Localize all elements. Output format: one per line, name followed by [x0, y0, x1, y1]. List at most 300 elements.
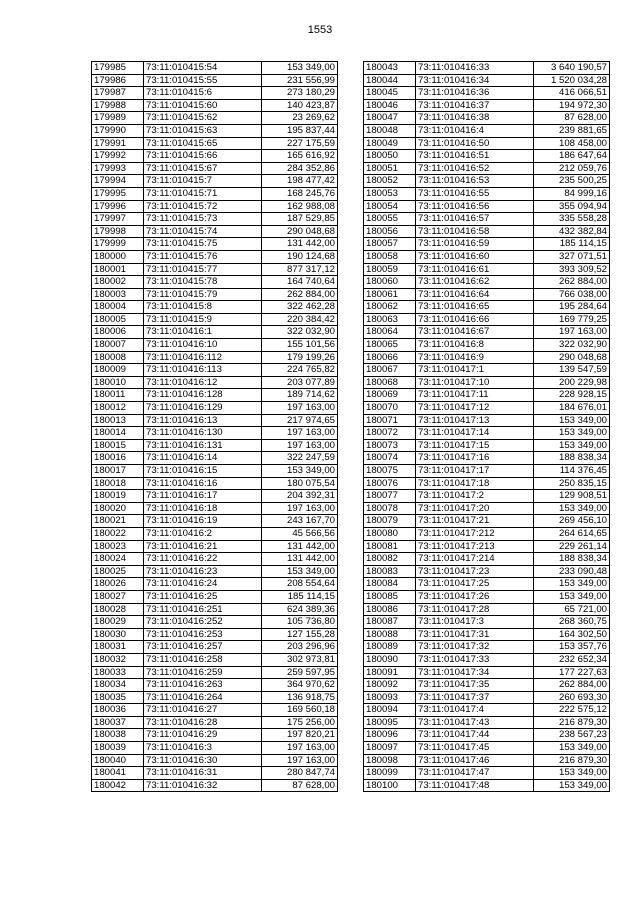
table-row	[92, 502, 338, 515]
row-number: 179991	[92, 137, 144, 150]
table-row	[364, 225, 610, 238]
cadastral-number: 73:11:010416:253	[144, 628, 262, 641]
cadastral-number: 73:11:010415:6	[144, 87, 262, 100]
cadastral-number: 73:11:010416:131	[144, 439, 262, 452]
cadastral-number: 73:11:010417:25	[416, 578, 534, 591]
row-number: 180067	[364, 364, 416, 377]
table-row	[364, 653, 610, 666]
cadastral-value: 197 820,21	[262, 729, 338, 742]
row-number: 180022	[92, 527, 144, 540]
row-number: 179986	[92, 74, 144, 87]
row-number: 180046	[364, 99, 416, 112]
row-number: 180061	[364, 288, 416, 301]
cadastral-value: 259 597,95	[262, 666, 338, 679]
row-number: 180064	[364, 326, 416, 339]
table-row	[364, 477, 610, 490]
row-number: 180043	[364, 62, 416, 75]
cadastral-number: 73:11:010416:18	[144, 502, 262, 515]
cadastral-value: 139 547,59	[534, 364, 610, 377]
table-row	[92, 62, 338, 75]
row-number: 180041	[92, 767, 144, 780]
cadastral-value: 260 693,30	[534, 691, 610, 704]
row-number: 180040	[92, 754, 144, 767]
cadastral-number: 73:11:010416:58	[416, 225, 534, 238]
table-row	[364, 276, 610, 289]
cadastral-value: 165 616,92	[262, 150, 338, 163]
cadastral-value: 184 676,01	[534, 402, 610, 415]
row-number: 180059	[364, 263, 416, 276]
table-row	[364, 339, 610, 352]
cadastral-number: 73:11:010416:128	[144, 389, 262, 402]
row-number: 179999	[92, 238, 144, 251]
row-number: 180000	[92, 250, 144, 263]
cadastral-number: 73:11:010416:62	[416, 276, 534, 289]
table-row	[92, 578, 338, 591]
cadastral-value: 45 566,56	[262, 527, 338, 540]
cadastral-number: 73:11:010417:3	[416, 616, 534, 629]
cadastral-number: 73:11:010415:8	[144, 301, 262, 314]
cadastral-number: 73:11:010416:17	[144, 490, 262, 503]
row-number: 180023	[92, 540, 144, 553]
cadastral-value: 220 384,42	[262, 313, 338, 326]
row-number: 180070	[364, 402, 416, 415]
cadastral-number: 73:11:010417:20	[416, 502, 534, 515]
cadastral-number: 73:11:010416:19	[144, 515, 262, 528]
cadastral-value: 197 163,00	[262, 502, 338, 515]
cadastral-value: 624 389,36	[262, 603, 338, 616]
cadastral-number: 73:11:010416:129	[144, 402, 262, 415]
cadastral-value: 327 071,51	[534, 250, 610, 263]
cadastral-value: 243 167,70	[262, 515, 338, 528]
cadastral-number: 73:11:010417:45	[416, 742, 534, 755]
table-row	[92, 490, 338, 503]
cadastral-number: 73:11:010415:60	[144, 99, 262, 112]
cadastral-number: 73:11:010415:71	[144, 187, 262, 200]
cadastral-number: 73:11:010415:75	[144, 238, 262, 251]
row-number: 180011	[92, 389, 144, 402]
cadastral-number: 73:11:010415:78	[144, 276, 262, 289]
cadastral-number: 73:11:010416:252	[144, 616, 262, 629]
table-row	[364, 301, 610, 314]
row-number: 180087	[364, 616, 416, 629]
cadastral-number: 73:11:010416:112	[144, 351, 262, 364]
cadastral-value: 355 094,94	[534, 200, 610, 213]
table-row	[364, 553, 610, 566]
table-row	[364, 402, 610, 415]
row-number: 180094	[364, 704, 416, 717]
cadastral-value: 195 837,44	[262, 124, 338, 137]
table-row	[92, 742, 338, 755]
row-number: 180060	[364, 276, 416, 289]
table-row	[92, 187, 338, 200]
table-row	[364, 540, 610, 553]
row-number: 180013	[92, 414, 144, 427]
row-number: 180028	[92, 603, 144, 616]
cadastral-number: 73:11:010416:3	[144, 742, 262, 755]
cadastral-value: 432 382,84	[534, 225, 610, 238]
cadastral-number: 73:11:010416:12	[144, 376, 262, 389]
table-row	[364, 376, 610, 389]
cadastral-number: 73:11:010416:14	[144, 452, 262, 465]
cadastral-number: 73:11:010416:34	[416, 74, 534, 87]
cadastral-value: 1 520 034,28	[534, 74, 610, 87]
cadastral-value: 3 640 190,57	[534, 62, 610, 75]
cadastral-number: 73:11:010416:21	[144, 540, 262, 553]
cadastral-value: 203 077,89	[262, 376, 338, 389]
table-row	[92, 439, 338, 452]
table-row	[92, 313, 338, 326]
table-row	[364, 452, 610, 465]
cadastral-value: 164 740,64	[262, 276, 338, 289]
table-row	[364, 490, 610, 503]
table-row	[92, 540, 338, 553]
left-cadastral-table	[91, 61, 338, 792]
table-row	[364, 641, 610, 654]
cadastral-value: 284 352,86	[262, 162, 338, 175]
cadastral-number: 73:11:010416:51	[416, 150, 534, 163]
row-number: 180048	[364, 124, 416, 137]
cadastral-value: 155 101,56	[262, 339, 338, 352]
table-row	[92, 515, 338, 528]
table-row	[92, 590, 338, 603]
cadastral-value: 185 114,15	[262, 590, 338, 603]
row-number: 180030	[92, 628, 144, 641]
cadastral-value: 153 349,00	[534, 779, 610, 792]
cadastral-number: 73:11:010417:28	[416, 603, 534, 616]
cadastral-number: 73:11:010416:13	[144, 414, 262, 427]
table-row	[364, 351, 610, 364]
cadastral-number: 73:11:010416:25	[144, 590, 262, 603]
row-number: 180074	[364, 452, 416, 465]
cadastral-value: 208 554,64	[262, 578, 338, 591]
cadastral-value: 204 392,31	[262, 490, 338, 503]
table-row	[92, 137, 338, 150]
cadastral-value: 232 652,34	[534, 653, 610, 666]
cadastral-number: 73:11:010417:2	[416, 490, 534, 503]
table-row	[364, 74, 610, 87]
cadastral-number: 73:11:010416:59	[416, 238, 534, 251]
table-row	[92, 238, 338, 251]
cadastral-number: 73:11:010416:16	[144, 477, 262, 490]
cadastral-number: 73:11:010416:2	[144, 527, 262, 540]
cadastral-value: 197 163,00	[262, 742, 338, 755]
cadastral-number: 73:11:010416:258	[144, 653, 262, 666]
cadastral-number: 73:11:010416:61	[416, 263, 534, 276]
cadastral-number: 73:11:010416:38	[416, 112, 534, 125]
cadastral-value: 153 349,00	[534, 590, 610, 603]
cadastral-value: 212 059,76	[534, 162, 610, 175]
row-number: 180066	[364, 351, 416, 364]
cadastral-value: 162 988,08	[262, 200, 338, 213]
row-number: 180076	[364, 477, 416, 490]
cadastral-number: 73:11:010417:21	[416, 515, 534, 528]
table-row	[92, 263, 338, 276]
row-number: 180085	[364, 590, 416, 603]
row-number: 180075	[364, 465, 416, 478]
cadastral-value: 197 163,00	[262, 402, 338, 415]
table-row	[364, 112, 610, 125]
table-row	[92, 427, 338, 440]
table-row	[364, 754, 610, 767]
row-number: 179988	[92, 99, 144, 112]
row-number: 180003	[92, 288, 144, 301]
cadastral-value: 180 075,54	[262, 477, 338, 490]
row-number: 180017	[92, 465, 144, 478]
row-number: 180069	[364, 389, 416, 402]
row-number: 179985	[92, 62, 144, 75]
cadastral-value: 153 349,00	[534, 439, 610, 452]
table-row	[92, 628, 338, 641]
cadastral-value: 393 309,52	[534, 263, 610, 276]
cadastral-number: 73:11:010417:48	[416, 779, 534, 792]
cadastral-number: 73:11:010417:44	[416, 729, 534, 742]
table-row	[92, 527, 338, 540]
cadastral-number: 73:11:010415:66	[144, 150, 262, 163]
table-row	[92, 288, 338, 301]
row-number: 180008	[92, 351, 144, 364]
cadastral-number: 73:11:010416:8	[416, 339, 534, 352]
table-row	[92, 666, 338, 679]
cadastral-number: 73:11:010417:14	[416, 427, 534, 440]
table-row	[92, 87, 338, 100]
cadastral-number: 73:11:010416:32	[144, 779, 262, 792]
cadastral-value: 177 227,63	[534, 666, 610, 679]
table-row	[364, 527, 610, 540]
cadastral-value: 203 296,96	[262, 641, 338, 654]
cadastral-number: 73:11:010417:37	[416, 691, 534, 704]
table-row	[364, 288, 610, 301]
table-row	[364, 389, 610, 402]
table-row	[364, 250, 610, 263]
table-row	[92, 389, 338, 402]
cadastral-number: 73:11:010417:1	[416, 364, 534, 377]
table-row	[92, 175, 338, 188]
row-number: 180032	[92, 653, 144, 666]
cadastral-value: 194 972,30	[534, 99, 610, 112]
cadastral-number: 73:11:010416:113	[144, 364, 262, 377]
row-number: 180027	[92, 590, 144, 603]
row-number: 179993	[92, 162, 144, 175]
table-row	[364, 124, 610, 137]
row-number: 180080	[364, 527, 416, 540]
table-row	[364, 326, 610, 339]
right-cadastral-table	[363, 61, 610, 792]
cadastral-number: 73:11:010417:47	[416, 767, 534, 780]
cadastral-number: 73:11:010416:10	[144, 339, 262, 352]
row-number: 180050	[364, 150, 416, 163]
cadastral-value: 169 560,18	[262, 704, 338, 717]
row-number: 180058	[364, 250, 416, 263]
table-row	[364, 616, 610, 629]
table-row	[364, 87, 610, 100]
row-number: 180051	[364, 162, 416, 175]
cadastral-value: 153 349,00	[534, 767, 610, 780]
cadastral-number: 73:11:010416:36	[416, 87, 534, 100]
cadastral-number: 73:11:010416:56	[416, 200, 534, 213]
cadastral-value: 189 714,62	[262, 389, 338, 402]
table-row	[364, 238, 610, 251]
cadastral-number: 73:11:010415:77	[144, 263, 262, 276]
table-row	[92, 553, 338, 566]
table-row	[364, 767, 610, 780]
cadastral-number: 73:11:010417:16	[416, 452, 534, 465]
cadastral-value: 153 349,00	[534, 502, 610, 515]
page-number: 1553	[307, 24, 333, 36]
cadastral-number: 73:11:010415:65	[144, 137, 262, 150]
cadastral-value: 129 908,51	[534, 490, 610, 503]
table-row	[364, 200, 610, 213]
row-number: 180089	[364, 641, 416, 654]
row-number: 179989	[92, 112, 144, 125]
table-row	[92, 477, 338, 490]
row-number: 180098	[364, 754, 416, 767]
cadastral-value: 197 163,00	[262, 754, 338, 767]
row-number: 180057	[364, 238, 416, 251]
cadastral-number: 73:11:010417:214	[416, 553, 534, 566]
cadastral-value: 322 032,90	[534, 339, 610, 352]
row-number: 179992	[92, 150, 144, 163]
cadastral-number: 73:11:010415:72	[144, 200, 262, 213]
cadastral-number: 73:11:010417:12	[416, 402, 534, 415]
table-row	[364, 628, 610, 641]
row-number: 180082	[364, 553, 416, 566]
row-number: 180031	[92, 641, 144, 654]
cadastral-number: 73:11:010416:15	[144, 465, 262, 478]
table-row	[92, 351, 338, 364]
row-number: 179994	[92, 175, 144, 188]
cadastral-number: 73:11:010416:257	[144, 641, 262, 654]
row-number: 180025	[92, 565, 144, 578]
table-row	[364, 187, 610, 200]
cadastral-value: 197 163,00	[262, 427, 338, 440]
cadastral-number: 73:11:010417:10	[416, 376, 534, 389]
row-number: 180012	[92, 402, 144, 415]
table-row	[364, 364, 610, 377]
cadastral-number: 73:11:010417:15	[416, 439, 534, 452]
row-number: 180092	[364, 679, 416, 692]
cadastral-number: 73:11:010416:60	[416, 250, 534, 263]
cadastral-number: 73:11:010415:79	[144, 288, 262, 301]
table-row	[92, 641, 338, 654]
cadastral-value: 188 838,34	[534, 452, 610, 465]
table-row	[364, 565, 610, 578]
table-row	[364, 263, 610, 276]
row-number: 180077	[364, 490, 416, 503]
cadastral-value: 153 349,00	[534, 414, 610, 427]
row-number: 180034	[92, 679, 144, 692]
cadastral-number: 73:11:010416:33	[416, 62, 534, 75]
table-row	[92, 200, 338, 213]
cadastral-value: 273 180,29	[262, 87, 338, 100]
table-row	[92, 767, 338, 780]
table-row	[92, 339, 338, 352]
cadastral-number: 73:11:010416:259	[144, 666, 262, 679]
row-number: 180004	[92, 301, 144, 314]
row-number: 179997	[92, 213, 144, 226]
row-number: 180054	[364, 200, 416, 213]
row-number: 180095	[364, 716, 416, 729]
table-row	[92, 716, 338, 729]
cadastral-value: 322 032,90	[262, 326, 338, 339]
cadastral-value: 268 360,75	[534, 616, 610, 629]
cadastral-number: 73:11:010417:11	[416, 389, 534, 402]
cadastral-value: 108 458,00	[534, 137, 610, 150]
table-row	[364, 99, 610, 112]
row-number: 180007	[92, 339, 144, 352]
row-number: 180005	[92, 313, 144, 326]
table-row	[364, 742, 610, 755]
table-row	[364, 62, 610, 75]
cadastral-number: 73:11:010416:1	[144, 326, 262, 339]
table-row	[92, 729, 338, 742]
cadastral-number: 73:11:010416:57	[416, 213, 534, 226]
row-number: 180071	[364, 414, 416, 427]
row-number: 180065	[364, 339, 416, 352]
cadastral-value: 114 376,45	[534, 465, 610, 478]
row-number: 180099	[364, 767, 416, 780]
cadastral-value: 238 567,23	[534, 729, 610, 742]
cadastral-value: 87 628,00	[534, 112, 610, 125]
row-number: 180047	[364, 112, 416, 125]
row-number: 180006	[92, 326, 144, 339]
table-row	[92, 301, 338, 314]
row-number: 180037	[92, 716, 144, 729]
table-row	[364, 716, 610, 729]
row-number: 180019	[92, 490, 144, 503]
table-row	[92, 779, 338, 792]
cadastral-value: 190 124,68	[262, 250, 338, 263]
row-number: 180049	[364, 137, 416, 150]
row-number: 180052	[364, 175, 416, 188]
table-row	[92, 250, 338, 263]
cadastral-value: 131 442,00	[262, 553, 338, 566]
cadastral-number: 73:11:010417:26	[416, 590, 534, 603]
cadastral-value: 335 558,28	[534, 213, 610, 226]
cadastral-number: 73:11:010416:53	[416, 175, 534, 188]
table-row	[364, 313, 610, 326]
table-row	[92, 679, 338, 692]
cadastral-number: 73:11:010416:64	[416, 288, 534, 301]
cadastral-number: 73:11:010415:62	[144, 112, 262, 125]
table-row	[92, 99, 338, 112]
row-number: 180020	[92, 502, 144, 515]
cadastral-number: 73:11:010417:34	[416, 666, 534, 679]
cadastral-number: 73:11:010415:9	[144, 313, 262, 326]
cadastral-number: 73:11:010417:4	[416, 704, 534, 717]
row-number: 180045	[364, 87, 416, 100]
cadastral-value: 185 114,15	[534, 238, 610, 251]
cadastral-value: 131 442,00	[262, 238, 338, 251]
table-row	[92, 402, 338, 415]
cadastral-value: 131 442,00	[262, 540, 338, 553]
cadastral-value: 229 261,14	[534, 540, 610, 553]
cadastral-value: 153 349,00	[262, 62, 338, 75]
table-row	[92, 213, 338, 226]
cadastral-value: 188 838,34	[534, 553, 610, 566]
row-number: 179998	[92, 225, 144, 238]
table-row	[364, 691, 610, 704]
row-number: 180079	[364, 515, 416, 528]
table-row	[92, 74, 338, 87]
row-number: 180029	[92, 616, 144, 629]
cadastral-value: 250 835,15	[534, 477, 610, 490]
cadastral-value: 153 349,00	[534, 427, 610, 440]
cadastral-value: 262 884,00	[262, 288, 338, 301]
cadastral-number: 73:11:010415:73	[144, 213, 262, 226]
row-number: 180068	[364, 376, 416, 389]
table-row	[92, 124, 338, 137]
cadastral-value: 179 199,26	[262, 351, 338, 364]
